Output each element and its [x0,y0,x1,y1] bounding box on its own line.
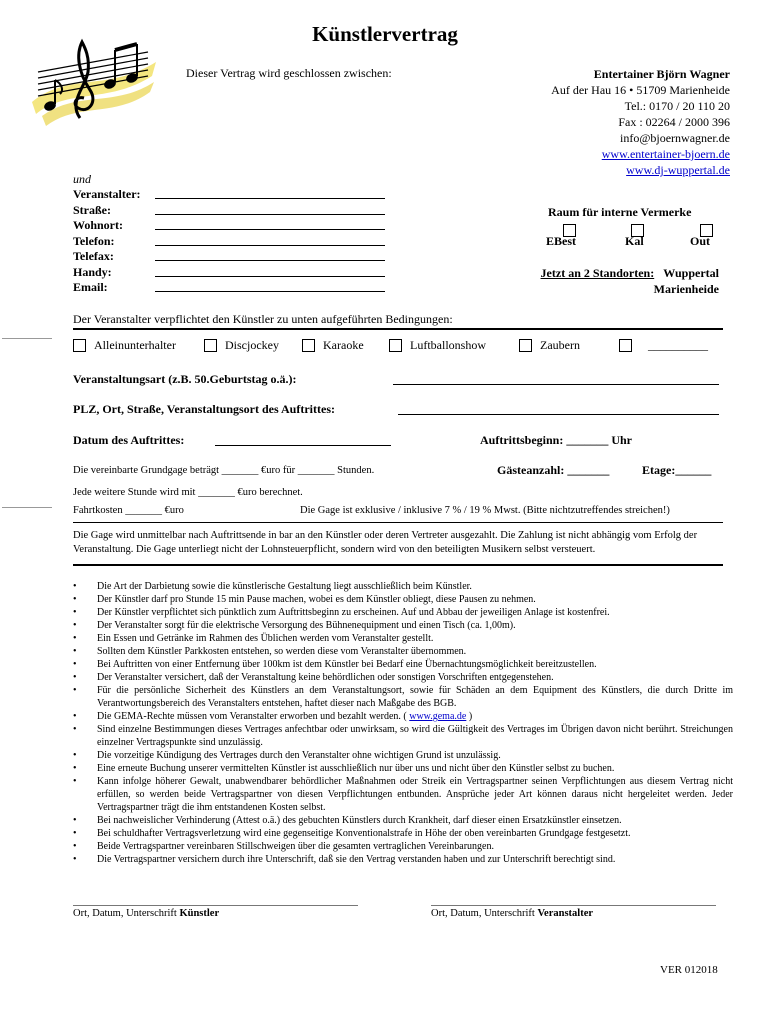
locations-label: Jetzt an 2 Standorten: [540,266,655,280]
term-item: • Der Veranstalter versichert, daß der Veranstaltung keine behördlichen oder sonstigen Vorschriften entgegenstehen. [97,671,733,684]
obligation-text: Der Veranstalter verpflichtet den Künstler zu unten aufgeführten Bedingungen: [73,312,453,326]
term-item: • Sind einzelne Bestimmungen dieses Vertrages anfechtbar oder unwirksam, so wird die Gültigkeit des Vertrages im Übrigen davon nicht berührt. Streichungen einzelner Vertragspunkte sind unzulässig. [97,723,733,749]
field-label-wohnort: Wohnort: [73,218,124,232]
option-other[interactable]: __________ [619,338,708,353]
term-item: • Der Künstler verpflichtet sich pünktlich zum Auftrittsbeginn zu erscheinen. Auf und Abbau der jeweiligen Anlage ist kostenfrei. [97,606,733,619]
event-type-label: Veranstaltungsart (z.B. 50.Geburtstag o.ä.): [73,372,297,386]
checkbox-icon[interactable] [204,339,217,352]
margin-mark-2 [2,507,52,508]
field-line-wohnort[interactable] [155,218,385,230]
field-line-email[interactable] [155,280,385,292]
term-item: • Bei nachweislicher Verhinderung (Attest o.ä.) des gebuchten Künstlers durch Krankheit, darf dieser einen Ersatzkünstler einsetzen. [97,814,733,827]
entertainer-email: info@bjoernwagner.de [619,131,730,145]
kal-label: Kal [625,234,644,248]
divider-bottom [73,564,723,566]
entertainer-address [551,66,730,178]
location-wuppertal: Wuppertal [663,266,719,280]
field-label-handy: Handy: [73,264,112,279]
base-fee-text: Die vereinbarte Grundgage beträgt _______ €uro für _______ Stunden. [73,465,375,476]
terms-list [73,580,733,866]
guest-count: Gästeanzahl: _______ [497,463,610,477]
margin-mark-1 [2,338,52,339]
field-label-telefax: Telefax: [73,249,114,263]
internal-notes-title: Raum für interne Vermerke [548,205,692,219]
term-item: • Bei schuldhafter Vertragsverletzung wird eine gegenseitige Konventionalstrafe in Höhe der oben vereinbarten Grundgage festgesetzt. [97,827,733,840]
date-label: Datum des Auftrittes: [73,433,185,447]
field-line-strasse[interactable] [155,203,385,215]
term-item: • Eine erneute Buchung unserer vermittelten Künstler ist ausschließlich nur über uns und nicht über den Künstler selbst zu buchen. [97,762,733,775]
field-label-email: Email: [73,280,108,294]
entertainer-street: Auf der Hau 16 • 51709 Marienheide [551,83,730,97]
field-line-handy[interactable] [155,265,385,277]
travel-cost-text: Fahrtkosten _______ €uro [73,505,184,516]
signature-artist[interactable]: Ort, Datum, Unterschrift Künstler [73,905,358,919]
performance-options [73,338,723,356]
extra-hour-text: Jede weitere Stunde wird mit _______ €uro berechnet. [73,487,303,498]
website-link-1[interactable]: www.entertainer-bjoern.de [601,147,730,161]
term-item: • Die vorzeitige Kündigung des Vertrages durch den Veranstalter ohne wichtigen Grund ist unzulässig. [97,749,733,762]
entertainer-tel: Tel.: 0170 / 20 110 20 [624,99,730,113]
option-discjockey[interactable]: Discjockey [204,338,279,353]
option-zaubern[interactable]: Zaubern [519,338,580,353]
date-line[interactable] [215,433,391,446]
field-line-veranstalter[interactable] [155,187,385,199]
field-line-telefon[interactable] [155,234,385,246]
field-label-strasse: Straße: [73,202,111,217]
intro-text: Dieser Vertrag wird geschlossen zwischen: [186,66,392,80]
checkbox-icon[interactable] [73,339,86,352]
option-karaoke[interactable]: Karaoke [302,338,364,353]
field-line-telefax[interactable] [155,249,385,261]
organizer-fields [73,187,385,296]
location-line[interactable] [398,402,719,415]
field-label-veranstalter: Veranstalter: [73,187,141,201]
term-item: • Sollten dem Künstler Parkkosten entstehen, so werden diese vom Veranstalter übernommen. [97,645,733,658]
vat-text: Die Gage ist exklusive / inklusive 7 % / 19 % Mwst. (Bitte nichtzutreffendes streichen!) [300,505,670,516]
divider-mid [73,522,723,523]
website-link-2[interactable]: www.dj-wuppertal.de [626,163,730,177]
term-item-gema: • Die GEMA-Rechte müssen vom Veranstalter erworben und bezahlt werden. ( www.gema.de ) [97,710,733,723]
payment-paragraph: Die Gage wird unmittelbar nach Auftrittsende in bar an den Künstler oder deren Vertreter ausgezahlt. Die Zahlung ist nicht abhängig vom Erfolg der Veranstaltung. Die Gage unterliegt nicht der Lohnsteuerpflicht, sondern wird von den beteiligten Musikern selbst versteuert. [73,530,698,555]
gema-link[interactable]: www.gema.de [409,711,467,722]
entertainer-fax: Fax : 02264 / 2000 396 [618,115,730,129]
event-type-line[interactable] [393,372,719,385]
floor-field: Etage:______ [642,463,712,477]
term-item: • Bei Auftritten von einer Entfernung über 100km ist dem Künstler bei Bedarf eine Übernachtungsmöglichkeit bereitzustellen. [97,658,733,671]
start-time: Auftrittsbeginn: _______ Uhr [480,433,632,447]
term-item: • Der Veranstalter sorgt für die elektrische Versorgung des Bühnenequipment und einen Tisch (ca. 1,00m). [97,619,733,632]
term-item: • Die Art der Darbietung sowie die künstlerische Gestaltung liegt ausschließlich beim Künstler. [97,580,733,593]
entertainer-name: Entertainer Björn Wagner [593,67,730,81]
locations-block [503,265,719,297]
version-label: VER 012018 [660,964,718,976]
music-notes-logo [28,32,158,132]
location-label: PLZ, Ort, Straße, Veranstaltungsort des Auftrittes: [73,402,335,416]
term-item: • Kann infolge höherer Gewalt, unabwendbarer behördlicher Maßnahmen oder Streik ein Vertragspartner seinen Verpflichtungen aus diesem Vertrag nicht erfüllen, so werden beide Vertragspartner von diesen Verpflichtungen entbunden. Ansprüche jeder Art können daraus nicht hergeleitet werden. Jeder Vertragspartner trägt die ihm entstandenen Kosten selbst. [97,775,733,814]
page-title: Künstlervertrag [312,22,458,46]
und-label: und [73,172,91,186]
checkbox-icon[interactable] [389,339,402,352]
option-luftballonshow[interactable]: Luftballonshow [389,338,486,353]
field-label-telefon: Telefon: [73,233,115,248]
location-marienheide: Marienheide [653,282,719,296]
signature-organizer[interactable]: Ort, Datum, Unterschrift Veranstalter [431,905,716,919]
term-item: • Der Künstler darf pro Stunde 15 min Pause machen, wobei es dem Künstler obliegt, diese Pausen zu nehmen. [97,593,733,606]
checkbox-icon[interactable] [302,339,315,352]
term-item: • Die Vertragspartner versichern durch ihre Unterschrift, daß sie den Vertrag verstanden haben und zur Unterschrift berechtigt sind. [97,853,733,866]
checkbox-icon[interactable] [519,339,532,352]
checkbox-icon[interactable] [619,339,632,352]
divider-top [73,328,723,330]
out-label: Out [690,234,711,248]
ebest-label: EBest [546,234,576,248]
term-item: • Beide Vertragspartner vereinbaren Stillschweigen über die gesamten vertraglichen Vereinbarungen. [97,840,733,853]
option-alleinunterhalter[interactable]: Alleinunterhalter [73,338,176,353]
term-item: • Ein Essen und Getränke im Rahmen des Üblichen werden vom Veranstalter gestellt. [97,632,733,645]
term-item: • Für die persönliche Sicherheit des Künstlers an dem Veranstaltungsort, sowie für Schäden an dem Equipment des Künstlers, die durch Dritte im Verantwortungsbereich des Veranstalters entstehen, haftet dieser nach Maßgabe des BGB. [97,684,733,710]
